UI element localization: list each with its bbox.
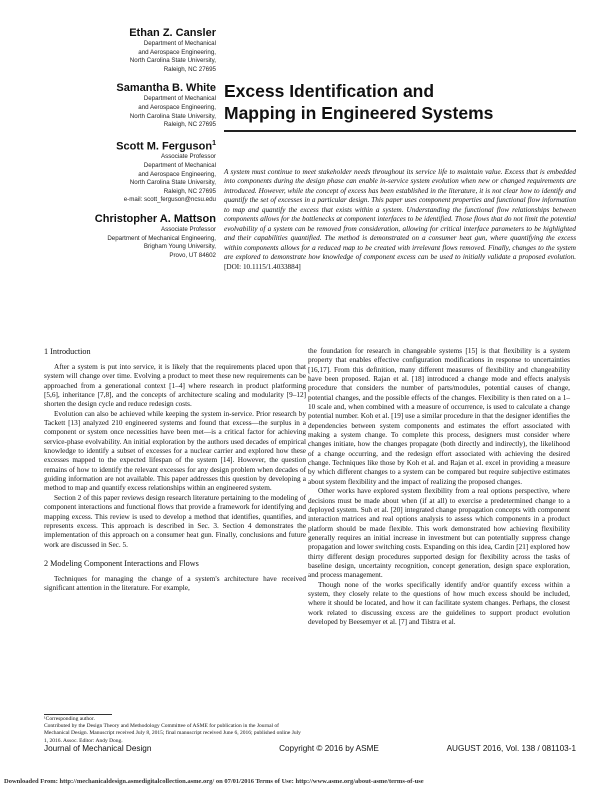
footnote: Contributed by the Design Theory and Methodology Committee of ASME for publication in the Journal of Mechanical Design. Manuscript received July 8, 2015; final manuscript received June 6, 2016; published online July 1, 2016. Assoc. Editor: Andy Dong. bbox=[44, 723, 301, 744]
paragraph: After a system is put into service, it is likely that the requirements placed upon that system will change over time. Evolving a product to meet these new requirements can be approached from a generational context [1–4] where research in product platforming [5,6], inheritance [7,8], and the concepts of architecture scaling and modularity [9–12] shorten the design cycle and reduce redesign costs. bbox=[44, 363, 306, 409]
author-affiliation-line: Raleigh, NC 27695 bbox=[163, 187, 216, 195]
author-name: Christopher A. Mattson bbox=[94, 212, 216, 225]
paragraph: Techniques for managing the change of a system's architecture have received significant attention in the literature. For example, bbox=[44, 574, 306, 593]
abstract-text: A system must continue to meet stakeholder needs throughout its service life to maintain value. Excess that is embedded into components during the design phase can enable in-service system evolution when new or changed requirements are introduced. However, while the concept of excess has been established in the literature, it is not clear how to identify and quantify the set of excesses in a particular design. This paper uses component properties and functional flow information to map and quantify the excess that exists within a system. Understanding the functional flow relationships between components allows for the bottlenecks at component interfaces to be identified. Those flows that do not limit the potential evolvability of a system can be removed from consideration, allowing for critical interface parameters to be highlighted and their capabilities quantified. The method is demonstrated on a consumer heat gun, where quantifying the excess within components allows for a reduced map to be created with irrelevant flows removed. Finally, changes to the system are explored to demonstrate how knowledge of component excess can be used to initially validate a proposed evolution. bbox=[224, 168, 576, 262]
title-divider bbox=[224, 130, 576, 132]
footnote-divider bbox=[44, 714, 112, 715]
author-affiliation-line: Department of Mechanical bbox=[143, 40, 216, 47]
author-affiliation-line: North Carolina State University, bbox=[129, 179, 216, 187]
footnote-marker: 1 bbox=[212, 139, 216, 147]
author-affiliation-line: Department of Mechanical bbox=[143, 162, 216, 169]
author-affiliation-line: Raleigh, NC 27695 bbox=[163, 121, 216, 129]
section-heading: 2 Modeling Component Interactions and Flows bbox=[44, 558, 199, 568]
author-block bbox=[14, 212, 216, 260]
author-list bbox=[14, 26, 216, 267]
paper-title-line: Mapping in Engineered Systems bbox=[224, 103, 494, 123]
author-affiliation-line: Associate Professor bbox=[160, 225, 216, 233]
author-affiliation-line: Associate Professor bbox=[160, 153, 216, 161]
body-column-left bbox=[44, 347, 306, 594]
author-affiliation-line: Department of Mechanical Engineering, bbox=[107, 234, 216, 242]
author-affiliation-line: Department of Mechanical bbox=[143, 95, 216, 103]
paragraph: Evolution can also be achieved while keeping the system in-service. Prior research by Tackett [13] analyzed 210 engineered systems and found that excess—the surplus in a component or system once necessities have been met—is a critical factor for achieving service-phase evolvability. An initial exploration by the authors used decades of empirical knowledge to identify a subset of excesses for a nuclear carrier and explored how these excesses mapped to the expected lifespan of the system [14]. However, the question remains of how to identify the relevant excesses for any design problem when decades of guiding information are not available. This paper addresses this question by developing a method to map and quantify excess relationships within an engineered system. bbox=[44, 409, 306, 493]
footnotes bbox=[44, 716, 306, 745]
author-affiliation-line: Raleigh, NC 27695 bbox=[163, 65, 216, 73]
author-block bbox=[14, 81, 216, 129]
paragraph: Other works have explored system flexibility from a real options perspective, where decisions must be made about when (if at all) to exercise a predetermined change to a deployed system. Suh et al. [20] integrated change propagation concepts with component interaction matrices and real options analysis to assess which components in a product platform should be made flexible. This work demonstrated how achieving flexibility generally requires an initial increase in investment but can potentially suppress change propagation and lower switching costs. Expanding on this idea, Cardin [21] explored how thirty different design procedures supported design for flexibility across the tasks of baseline design, uncertainty recognition, concept generation, design space exploration, and process management. bbox=[308, 487, 570, 580]
author-affiliation-line: North Carolina State University, bbox=[129, 112, 216, 120]
author-affiliation-line: Brigham Young University, bbox=[143, 243, 216, 251]
author-block bbox=[14, 26, 216, 74]
author-affiliation-line: and Aerospace Engineering, bbox=[138, 103, 216, 111]
author-name-text: Scott M. Ferguson bbox=[116, 140, 213, 153]
footnote: ¹Corresponding author. bbox=[44, 716, 95, 722]
paragraph: Section 2 of this paper reviews design research literature pertaining to the modeling of component interactions and functional flows that provide a framework for identifying and mapping excess. This review is used to develop a method that identifies, quantifies, and represents excess. This approach is described in Sec. 3. Section 4 demonstrates the implementation of this approach on a consumer heat gun. Finally, conclusions and future work are discussed in Sec. 5. bbox=[44, 493, 306, 549]
footer-copyright: Copyright © 2016 by ASME bbox=[279, 744, 379, 753]
doi-link[interactable]: [DOI: 10.1115/1.4033884] bbox=[224, 262, 301, 271]
paper-title-line: Excess Identification and bbox=[224, 81, 435, 101]
author-email[interactable]: e-mail: scott_ferguson@ncsu.edu bbox=[123, 196, 216, 204]
paragraph: Though none of the works specifically identify and/or quantify excess within a system, they closely relate to the questions of how much excess should be included, where it should be located, and how it can facilitate system changes. Perhaps, the closest work related to discussing excess are the guidelines to support product evolution developed by Beesemyer et al. [7] and Tilstra et al. bbox=[308, 580, 570, 626]
author-name: Ethan Z. Cansler bbox=[129, 27, 216, 39]
author-block bbox=[14, 137, 216, 205]
download-notice: Downloaded From: http://mechanicaldesign.asmedigitalcollection.asme.org/ on 07/01/2016 Terms of Use: http://www.asme.org/about-asme/terms-of-use bbox=[4, 778, 424, 785]
author-affiliation-line: Provo, UT 84602 bbox=[169, 251, 216, 259]
author-name bbox=[14, 137, 216, 154]
author-affiliation-line: and Aerospace Engineering, bbox=[138, 48, 216, 56]
paragraph: the foundation for research in changeable systems [15] is that flexibility is a system property that enables effective configuration modifications in response to uncertainties [16,17]. From this definition, many different measures of flexibility and changeability have been proposed. Rajan et al. [18] introduced a change mode and effects analysis procedure that considers the number of parts/modules, potential causes of change, potential changes, and the possible effects of the changes. Flexibility is then rated on a 1–10 scale and, when combined with a measure of occurrence, is used to calculate a change potential number. Koh et al. [19] use a similar procedure in that the designer identifies the dependencies between system components and estimates the effort associated with making a system change. To complete this process, designers must consider where changes initiate, how the changes propagate (both directly and indirectly), the likelihood of a change occurring, and the redesign effort associated with achieving the desired change. Techniques like those by Koh et al. and Rajan et al. excel in providing a measure by which different changes to a system can be compared but require subjective estimates about system flexibility and the impact of realizing the proposed changes. bbox=[308, 347, 570, 486]
body-column-right bbox=[308, 347, 570, 627]
footer-issue-info: AUGUST 2016, Vol. 138 / 081103-1 bbox=[446, 744, 576, 753]
author-affiliation-line: and Aerospace Engineering, bbox=[138, 170, 216, 178]
paper-title bbox=[224, 80, 574, 124]
footer-journal-name: Journal of Mechanical Design bbox=[44, 744, 152, 753]
author-affiliation-line: North Carolina State University, bbox=[129, 57, 216, 65]
author-name: Samantha B. White bbox=[116, 82, 216, 95]
section-heading: 1 Introduction bbox=[44, 347, 91, 356]
abstract bbox=[224, 168, 576, 272]
